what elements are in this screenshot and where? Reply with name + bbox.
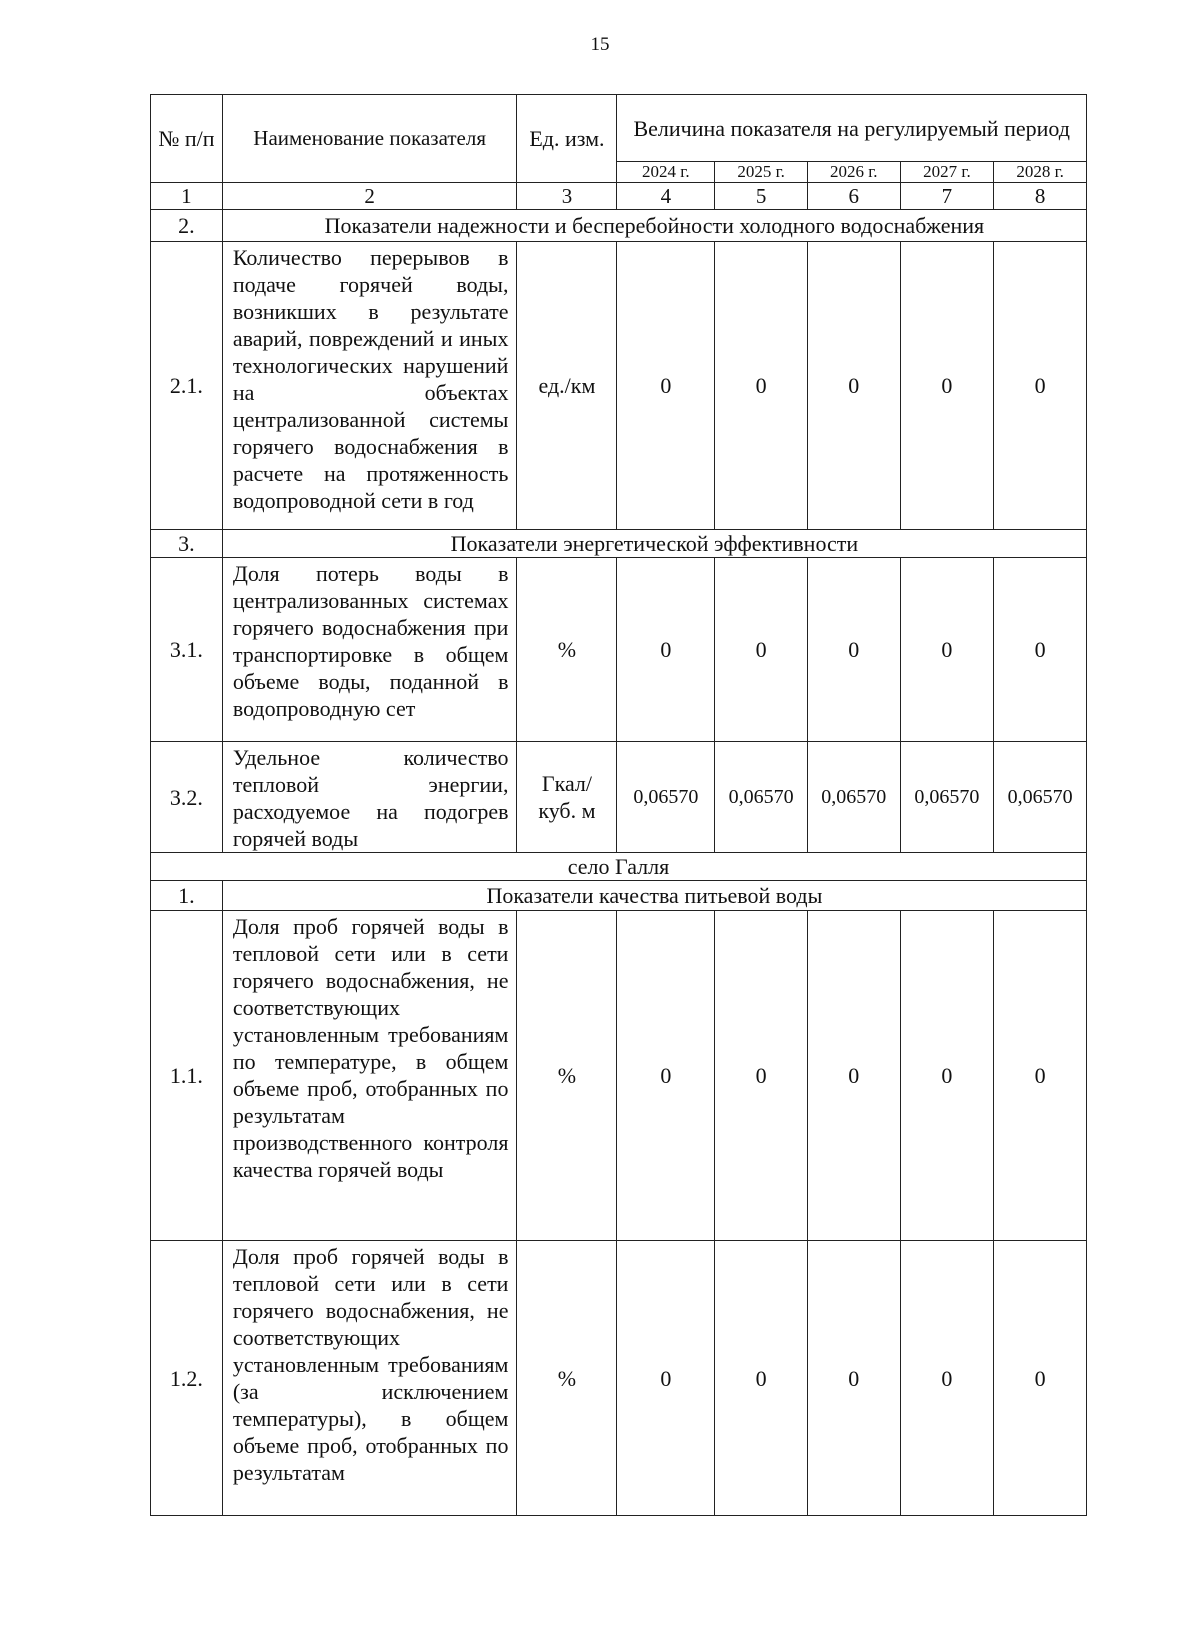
unit-cell: Гкал/ куб. м [517, 742, 617, 853]
section-title: Показатели надежности и бесперебойности холодного водоснабжения [222, 210, 1086, 242]
section-row-1 [151, 881, 1087, 911]
year-2024: 2024 г. [617, 162, 715, 183]
indicators-table [150, 94, 1087, 1516]
value-cell: 0 [715, 911, 808, 1241]
indicator-name: Доля потерь воды в централизованных системах горячего водоснабжения при транспортировке в общем объеме воды, поданной в водопроводную сет [222, 558, 517, 742]
section-num: 1. [151, 881, 223, 911]
page-number: 15 [590, 34, 610, 55]
year-2025: 2025 г. [715, 162, 808, 183]
col-index: 8 [994, 183, 1087, 210]
year-2028: 2028 г. [994, 162, 1087, 183]
value-cell: 0 [807, 911, 900, 1241]
header-num: № п/п [151, 95, 223, 183]
section-num: 2. [151, 210, 223, 242]
row-num: 3.2. [151, 742, 223, 853]
value-cell: 0 [900, 911, 994, 1241]
table-row [151, 911, 1087, 1241]
value-cell: 0,06570 [900, 742, 994, 853]
header-row [151, 95, 1087, 162]
value-cell: 0 [900, 1241, 994, 1516]
village-row [151, 853, 1087, 881]
unit-cell: % [517, 1241, 617, 1516]
col-index: 1 [151, 183, 223, 210]
year-2026: 2026 г. [807, 162, 900, 183]
value-cell: 0,06570 [994, 742, 1087, 853]
indicator-name: Доля проб горячей воды в тепловой сети или в сети горячего водоснабжения, не соответствующих установленным требованиям (за исключением температуры), в общем объеме проб, отобранных по результатам [222, 1241, 517, 1516]
column-index-row [151, 183, 1087, 210]
header-period: Величина показателя на регулируемый период [617, 95, 1087, 162]
unit-cell: % [517, 558, 617, 742]
col-index: 3 [517, 183, 617, 210]
col-index: 2 [222, 183, 517, 210]
row-num: 2.1. [151, 242, 223, 530]
value-cell: 0 [617, 911, 715, 1241]
value-cell: 0 [994, 1241, 1087, 1516]
village-title: село Галля [151, 853, 1087, 881]
value-cell: 0 [715, 1241, 808, 1516]
col-index: 6 [807, 183, 900, 210]
value-cell: 0,06570 [617, 742, 715, 853]
header-name: Наименование показателя [222, 95, 517, 183]
value-cell: 0 [994, 242, 1087, 530]
table-row [151, 558, 1087, 742]
row-num: 3.1. [151, 558, 223, 742]
value-cell: 0 [715, 558, 808, 742]
value-cell: 0,06570 [715, 742, 808, 853]
section-row-2 [151, 210, 1087, 242]
section-row-3 [151, 530, 1087, 558]
value-cell: 0 [994, 558, 1087, 742]
row-num: 1.2. [151, 1241, 223, 1516]
section-num: 3. [151, 530, 223, 558]
unit-cell: ед./км [517, 242, 617, 530]
value-cell: 0 [715, 242, 808, 530]
table-row [151, 242, 1087, 530]
row-num: 1.1. [151, 911, 223, 1241]
value-cell: 0 [807, 242, 900, 530]
value-cell: 0 [617, 558, 715, 742]
section-title: Показатели энергетической эффективности [222, 530, 1086, 558]
indicator-name: Удельное количество тепловой энергии, расходуемое на подогрев горячей воды [222, 742, 517, 853]
unit-cell: % [517, 911, 617, 1241]
value-cell: 0 [994, 911, 1087, 1241]
table-row [151, 742, 1087, 853]
value-cell: 0,06570 [807, 742, 900, 853]
value-cell: 0 [900, 242, 994, 530]
value-cell: 0 [617, 242, 715, 530]
value-cell: 0 [807, 1241, 900, 1516]
indicator-name: Количество перерывов в подаче горячей воды, возникших в результате аварий, повреждений и иных технологических нарушений на объектах централизованной системы горячего водоснабжения в расчете на протяженность водопроводной сети в год [222, 242, 517, 530]
col-index: 7 [900, 183, 994, 210]
year-2027: 2027 г. [900, 162, 994, 183]
col-index: 4 [617, 183, 715, 210]
indicator-name: Доля проб горячей воды в тепловой сети или в сети горячего водоснабжения, не соответствующих установленным требованиям по температуре, в общем объеме проб, отобранных по результатам производственного контроля качества горячей воды [222, 911, 517, 1241]
table-row [151, 1241, 1087, 1516]
value-cell: 0 [807, 558, 900, 742]
value-cell: 0 [617, 1241, 715, 1516]
col-index: 5 [715, 183, 808, 210]
header-unit: Ед. изм. [517, 95, 617, 183]
section-title: Показатели качества питьевой воды [222, 881, 1086, 911]
value-cell: 0 [900, 558, 994, 742]
